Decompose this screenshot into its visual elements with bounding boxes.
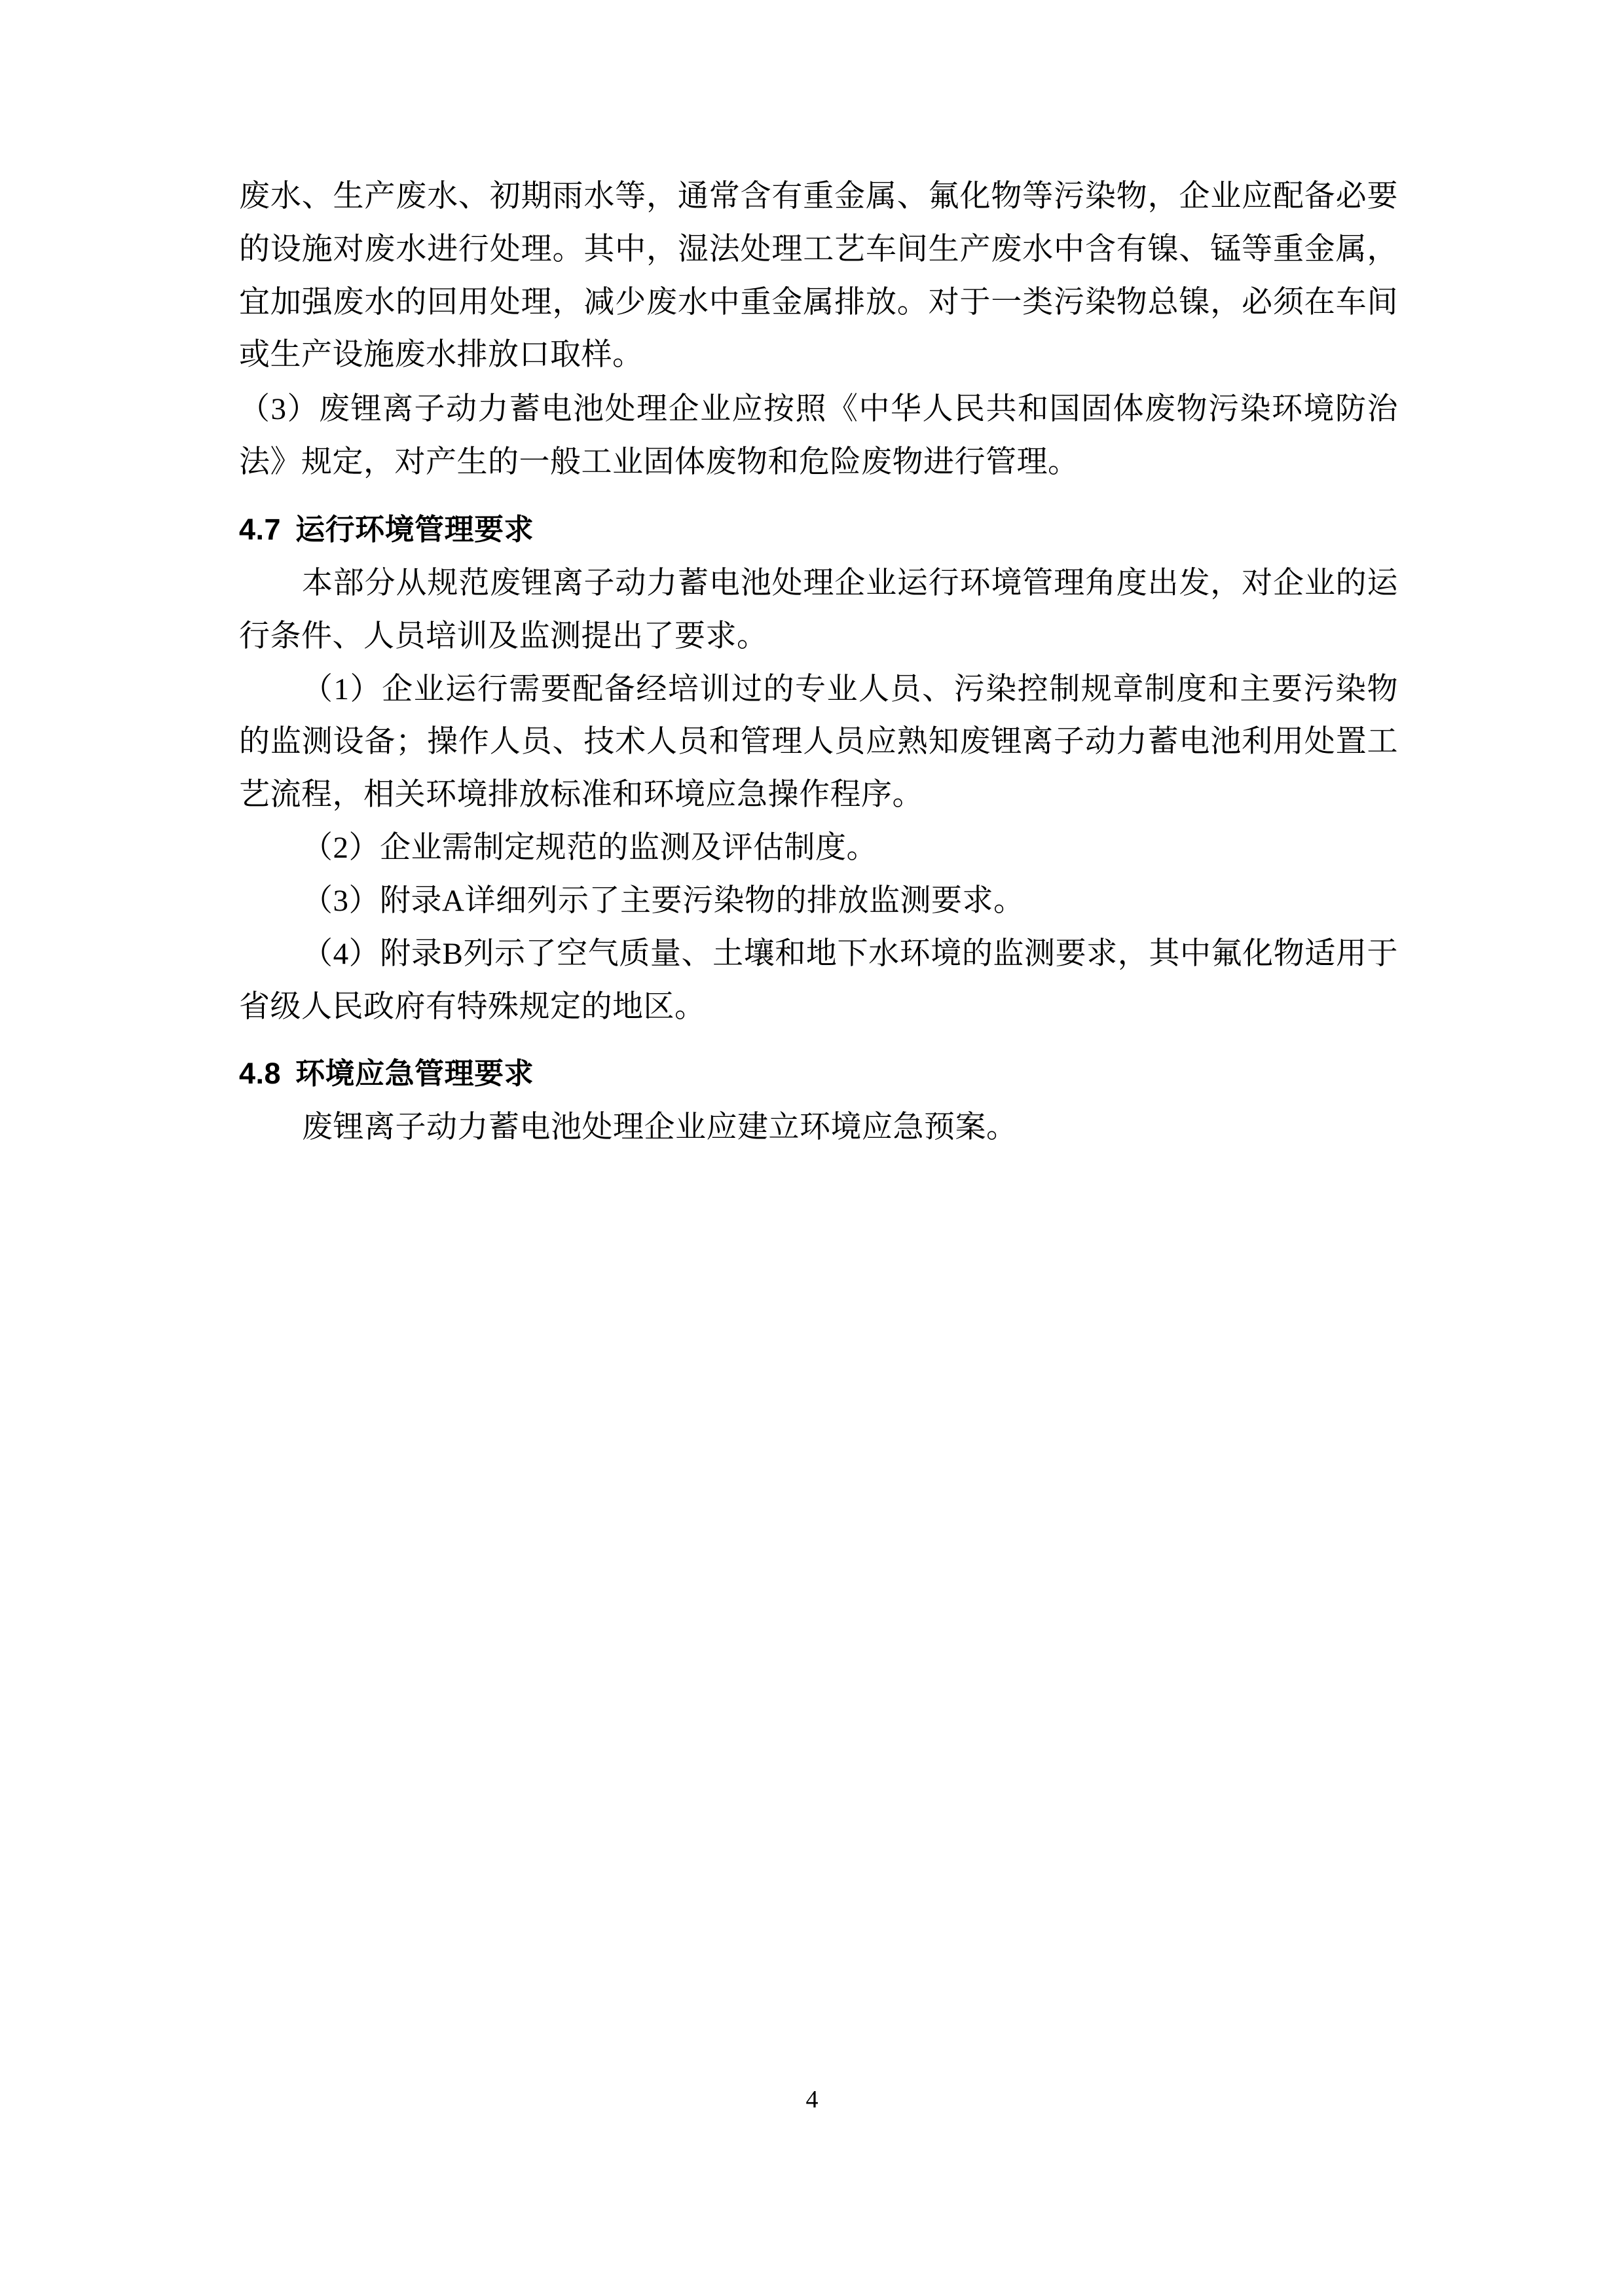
paragraph-4-8-1: 废锂离子动力蓄电池处理企业应建立环境应急预案。 [302, 1110, 1018, 1145]
heading-4-7-label: 运行环境管理要求 [295, 512, 534, 546]
paragraph-4-7-4: （4）附录B列示了空气质量、土壤和地下水环境的监测要求，其中氟化物适用于省级人民政府有特殊规定的地区。 [239, 936, 1398, 1024]
paragraph-4-7-intro: 本部分从规范废锂离子动力蓄电池处理企业运行环境管理角度出发，对企业的运行条件、人员培训及监测提出了要求。 [239, 566, 1398, 653]
paragraph-continued: 废水、生产废水、初期雨水等，通常含有重金属、氟化物等污染物，企业应配备必要的设施对废水进行处理。其中，湿法处理工艺车间生产废水中含有镍、锰等重金属，宜加强废水的回用处理，减少废水中重金属排放。对于一类污染物总镍，必须在车间或生产设施废水排放口取样。 [239, 179, 1398, 373]
page-number: 4 [805, 2086, 819, 2113]
paragraph-4-7-3: （3）附录A详细列示了主要污染物的排放监测要求。 [302, 883, 1025, 918]
heading-4-7 [239, 506, 1398, 553]
heading-4-8 [239, 1050, 1398, 1097]
paragraph-4-7-1: （1）企业运行需要配备经培训过的专业人员、污染控制规章制度和主要污染物的监测设备；操作人员、技术人员和管理人员应熟知废锂离子动力蓄电池利用处置工艺流程，相关环境排放标准和环境应急操作程序。 [239, 672, 1398, 812]
paragraph-4-6-3: （3）废锂离子动力蓄电池处理企业应按照《中华人民共和国固体废物污染环境防治法》规定，对产生的一般工业固体废物和危险废物进行管理。 [239, 392, 1398, 480]
heading-4-8-label: 环境应急管理要求 [295, 1057, 534, 1091]
paragraph-4-7-2: （2）企业需制定规范的监测及评估制度。 [302, 831, 877, 866]
heading-4-8-number: 4.8 [239, 1057, 282, 1091]
heading-4-7-number: 4.7 [239, 512, 282, 546]
